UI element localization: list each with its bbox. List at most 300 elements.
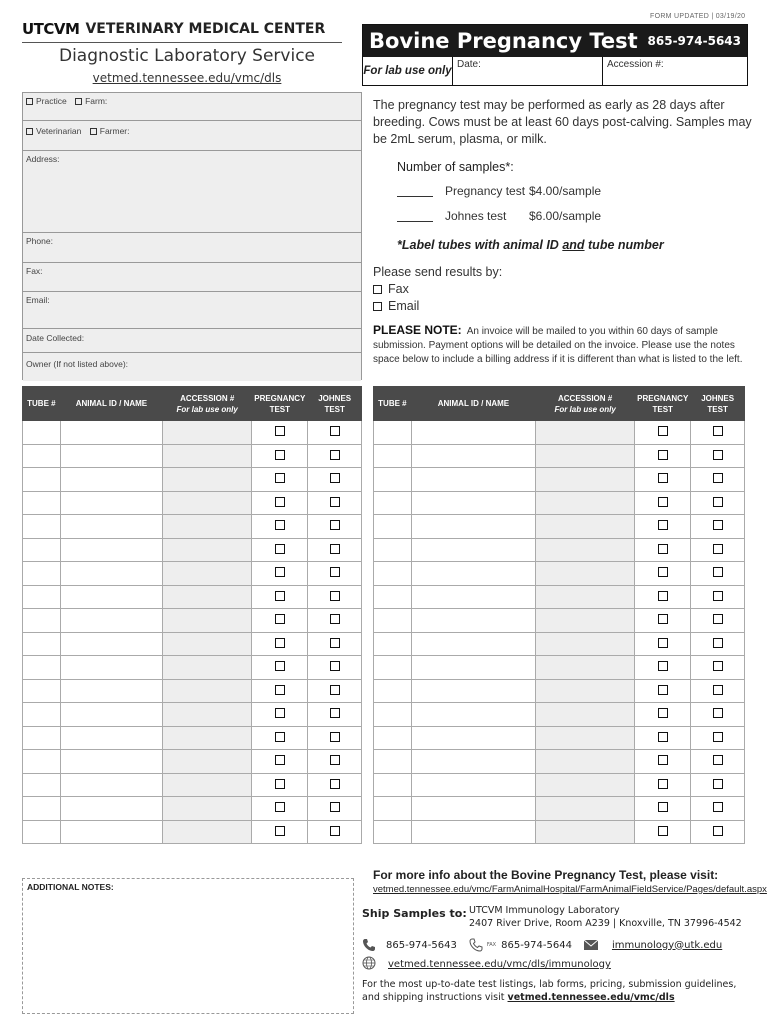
animal-id-cell[interactable]: [60, 609, 162, 633]
pregnancy-cell: [252, 679, 308, 703]
email-checkbox[interactable]: [373, 302, 382, 311]
tube-cell[interactable]: [374, 679, 412, 703]
johnes-checkbox[interactable]: [330, 591, 340, 601]
pregnancy-checkbox[interactable]: [275, 591, 285, 601]
johnes-cell: [308, 491, 362, 515]
animal-id-cell[interactable]: [411, 609, 535, 633]
animal-id-cell[interactable]: [411, 797, 535, 821]
pregnancy-cell: [252, 656, 308, 680]
pregnancy-cell: [252, 797, 308, 821]
johnes-checkbox[interactable]: [330, 520, 340, 530]
website-link[interactable]: vetmed.tennessee.edu/vmc/dls: [92, 71, 282, 85]
tube-cell[interactable]: [374, 703, 412, 727]
accession-cell: [536, 562, 635, 586]
pregnancy-cell: [635, 609, 691, 633]
animal-id-cell[interactable]: [411, 632, 535, 656]
tube-cell[interactable]: [23, 679, 61, 703]
johnes-cell: [691, 773, 745, 797]
pregnancy-checkbox[interactable]: [275, 826, 285, 836]
accession-header-text: ACCESSION #: [557, 393, 613, 403]
johnes-cell: [691, 585, 745, 609]
tube-cell[interactable]: [23, 468, 61, 492]
label-tubes-post: tube number: [584, 238, 664, 252]
animal-id-cell[interactable]: [411, 820, 535, 844]
animal-id-cell[interactable]: [411, 468, 535, 492]
fax-option[interactable]: [373, 281, 502, 298]
animal-id-cell[interactable]: [411, 703, 535, 727]
johnes-checkbox[interactable]: [713, 802, 723, 812]
pregnancy-checkbox[interactable]: [658, 755, 668, 765]
table-row: [374, 468, 745, 492]
lab-fax[interactable]: 865-974-5644: [501, 939, 572, 951]
farmer-checkbox[interactable]: [90, 128, 97, 135]
tube-cell[interactable]: [374, 468, 412, 492]
table-header: [23, 387, 362, 421]
johnes-checkbox[interactable]: [713, 520, 723, 530]
accession-cell: [536, 632, 635, 656]
table-row: [374, 797, 745, 821]
logo-line: [22, 20, 325, 38]
date-field[interactable]: Date:: [453, 57, 603, 85]
practice-checkbox[interactable]: [26, 98, 33, 105]
johnes-cell: [308, 585, 362, 609]
johnes-checkbox[interactable]: [713, 426, 723, 436]
lab-email[interactable]: immunology@utk.edu: [611, 939, 723, 951]
animal-id-cell[interactable]: [60, 820, 162, 844]
johnes-cell: [691, 515, 745, 539]
johnes-checkbox[interactable]: [330, 497, 340, 507]
tube-cell[interactable]: [23, 444, 61, 468]
johnes-checkbox[interactable]: [330, 779, 340, 789]
animal-id-cell[interactable]: [60, 703, 162, 727]
address-label: Address:: [26, 154, 60, 164]
animal-id-cell[interactable]: [60, 515, 162, 539]
pregnancy-cell: [252, 585, 308, 609]
pregnancy-cell: [635, 515, 691, 539]
address-field[interactable]: [23, 151, 361, 233]
date-collected-field[interactable]: [23, 329, 361, 353]
johnes-test-name: Johnes test: [445, 209, 507, 223]
table-row: [23, 515, 362, 539]
johnes-checkbox[interactable]: [713, 591, 723, 601]
pregnancy-checkbox[interactable]: [658, 708, 668, 718]
tube-cell[interactable]: [23, 726, 61, 750]
animal-id-cell[interactable]: [411, 726, 535, 750]
animal-id-cell[interactable]: [60, 632, 162, 656]
animal-id-cell[interactable]: [411, 491, 535, 515]
table-row: [374, 656, 745, 680]
accession-cell: [163, 632, 252, 656]
pregnancy-cell: [635, 444, 691, 468]
table-row: [374, 750, 745, 774]
center-name: VETERINARY MEDICAL CENTER: [85, 21, 326, 37]
footer-instructions: [362, 978, 752, 1004]
phone-label: Phone:: [26, 236, 53, 246]
johnes-header-test: TEST: [324, 404, 345, 414]
johnes-cell: [691, 726, 745, 750]
tube-cell[interactable]: [23, 773, 61, 797]
farm-checkbox[interactable]: [75, 98, 82, 105]
johnes-cell: [308, 609, 362, 633]
pregnancy-cell: [635, 773, 691, 797]
pregnancy-cell: [635, 468, 691, 492]
tube-cell[interactable]: [374, 444, 412, 468]
johnes-checkbox[interactable]: [330, 802, 340, 812]
client-info-box: [22, 92, 362, 380]
pregnancy-checkbox[interactable]: [658, 544, 668, 554]
accession-cell: [536, 538, 635, 562]
animal-id-cell[interactable]: [60, 726, 162, 750]
accession-cell: [163, 820, 252, 844]
pregnancy-checkbox[interactable]: [275, 802, 285, 812]
johnes-cell: [308, 656, 362, 680]
tube-cell[interactable]: [23, 750, 61, 774]
pregnancy-cell: [252, 750, 308, 774]
tube-cell[interactable]: [23, 797, 61, 821]
table-row: [23, 820, 362, 844]
pregnancy-checkbox[interactable]: [658, 520, 668, 530]
johnes-checkbox[interactable]: [713, 473, 723, 483]
johnes-cell: [308, 444, 362, 468]
johnes-checkbox[interactable]: [713, 685, 723, 695]
label-tubes-instruction: [397, 238, 664, 252]
tube-cell[interactable]: [374, 656, 412, 680]
pregnancy-checkbox[interactable]: [658, 779, 668, 789]
immunology-web-link[interactable]: vetmed.tennessee.edu/vmc/dls/immunology: [388, 959, 611, 970]
johnes-count-blank[interactable]: [397, 210, 433, 222]
accession-field[interactable]: Accession #:: [607, 59, 664, 70]
tube-cell[interactable]: [374, 562, 412, 586]
animal-id-cell[interactable]: [60, 421, 162, 445]
pregnancy-checkbox[interactable]: [275, 520, 285, 530]
johnes-checkbox[interactable]: [330, 544, 340, 554]
animal-id-cell[interactable]: [411, 421, 535, 445]
accession-cell: [163, 515, 252, 539]
globe-icon: [362, 956, 376, 973]
pregnancy-checkbox[interactable]: [658, 826, 668, 836]
pregnancy-checkbox[interactable]: [658, 567, 668, 577]
additional-notes-box[interactable]: [22, 878, 354, 1014]
johnes-cell: [691, 656, 745, 680]
dls-link[interactable]: vetmed.tennessee.edu/vmc/dls: [507, 992, 675, 1003]
tube-header: TUBE #: [374, 387, 412, 421]
johnes-checkbox[interactable]: [713, 755, 723, 765]
pregnancy-checkbox[interactable]: [275, 685, 285, 695]
animal-id-cell[interactable]: [60, 656, 162, 680]
send-results-label: Please send results by:: [373, 265, 503, 279]
pregnancy-cell: [252, 538, 308, 562]
pregnancy-checkbox[interactable]: [275, 567, 285, 577]
animal-id-cell[interactable]: [60, 468, 162, 492]
footer-instructions-text: For the most up-to-date test listings, lab forms, pricing, submission guidelines, and shipping instructions visit: [362, 979, 737, 1003]
pregnancy-checkbox[interactable]: [275, 614, 285, 624]
accession-cell: [163, 750, 252, 774]
pregnancy-cell: [252, 703, 308, 727]
table-row: [374, 609, 745, 633]
pregnancy-checkbox[interactable]: [658, 614, 668, 624]
johnes-cell: [691, 468, 745, 492]
animal-id-cell[interactable]: [60, 444, 162, 468]
table-row: [374, 632, 745, 656]
johnes-checkbox[interactable]: [713, 544, 723, 554]
tube-cell[interactable]: [23, 515, 61, 539]
pregnancy-checkbox[interactable]: [658, 473, 668, 483]
more-info-link[interactable]: vetmed.tennessee.edu/vmc/FarmAnimalHospital/FarmAnimalFieldService/Pages/default.aspx: [373, 884, 767, 895]
tube-cell[interactable]: [23, 820, 61, 844]
johnes-test-header: [308, 387, 362, 421]
pregnancy-checkbox[interactable]: [275, 450, 285, 460]
pregnancy-header-text: PREGNANCY: [637, 393, 689, 403]
animal-id-cell[interactable]: [60, 679, 162, 703]
johnes-cell: [691, 609, 745, 633]
tube-cell[interactable]: [23, 491, 61, 515]
pregnancy-checkbox[interactable]: [275, 755, 285, 765]
tube-header: TUBE #: [23, 387, 61, 421]
additional-notes-label: ADDITIONAL NOTES:: [27, 882, 114, 892]
table-row: [23, 750, 362, 774]
tube-cell[interactable]: [374, 515, 412, 539]
tube-cell[interactable]: [23, 562, 61, 586]
pregnancy-checkbox[interactable]: [275, 638, 285, 648]
pregnancy-cell: [635, 585, 691, 609]
fax-field[interactable]: [23, 263, 361, 292]
accession-cell: [536, 491, 635, 515]
accession-cell: [163, 679, 252, 703]
accession-header: [536, 387, 635, 421]
fax-label: FAX: [486, 942, 497, 948]
service-name: Diagnostic Laboratory Service: [58, 46, 316, 66]
please-note: [373, 323, 753, 367]
johnes-checkbox[interactable]: [713, 826, 723, 836]
animal-id-cell[interactable]: [60, 750, 162, 774]
tube-cell[interactable]: [374, 726, 412, 750]
animal-id-cell[interactable]: [60, 773, 162, 797]
animal-id-cell[interactable]: [60, 797, 162, 821]
tube-cell[interactable]: [374, 632, 412, 656]
table-row: [374, 491, 745, 515]
phone-icon: [362, 938, 376, 952]
intro-text: The pregnancy test may be performed as early as 28 days after breeding. Cows must be at least 60 days post-calving. Samples may be 2mL serum, plasma, or milk.: [373, 98, 752, 146]
tube-cell[interactable]: [374, 421, 412, 445]
tube-cell[interactable]: [23, 538, 61, 562]
pregnancy-checkbox[interactable]: [275, 473, 285, 483]
johnes-cell: [691, 703, 745, 727]
pregnancy-cell: [252, 726, 308, 750]
johnes-cell: [308, 820, 362, 844]
animal-id-cell[interactable]: [411, 773, 535, 797]
johnes-checkbox[interactable]: [713, 614, 723, 624]
johnes-header-test: TEST: [707, 404, 728, 414]
pregnancy-checkbox[interactable]: [658, 802, 668, 812]
pregnancy-checkbox[interactable]: [275, 732, 285, 742]
practice-farm-row[interactable]: [23, 93, 361, 121]
table-row: [23, 656, 362, 680]
owner-field[interactable]: [23, 353, 361, 381]
johnes-cell: [308, 679, 362, 703]
accession-cell: [163, 562, 252, 586]
johnes-checkbox[interactable]: [713, 567, 723, 577]
tube-cell[interactable]: [23, 585, 61, 609]
tube-cell[interactable]: [23, 421, 61, 445]
pregnancy-checkbox[interactable]: [658, 497, 668, 507]
accession-cell: [536, 703, 635, 727]
johnes-checkbox[interactable]: [713, 497, 723, 507]
contact-row: [362, 938, 722, 952]
animal-id-cell[interactable]: [411, 679, 535, 703]
pregnancy-cell: [252, 820, 308, 844]
johnes-checkbox[interactable]: [330, 732, 340, 742]
lab-phone[interactable]: 865-974-5643: [386, 939, 457, 951]
pregnancy-checkbox[interactable]: [275, 661, 285, 671]
animal-id-cell[interactable]: [411, 656, 535, 680]
accession-cell: [163, 703, 252, 727]
animal-id-cell[interactable]: [411, 515, 535, 539]
lab-use-only-label: For lab use only: [363, 57, 453, 85]
johnes-checkbox[interactable]: [713, 779, 723, 789]
johnes-checkbox[interactable]: [330, 614, 340, 624]
johnes-checkbox[interactable]: [330, 567, 340, 577]
table-row: [23, 585, 362, 609]
table-row: [23, 797, 362, 821]
veterinarian-checkbox[interactable]: [26, 128, 33, 135]
table-row: [23, 632, 362, 656]
tube-cell[interactable]: [374, 609, 412, 633]
animal-id-cell[interactable]: [60, 491, 162, 515]
animal-id-cell[interactable]: [60, 585, 162, 609]
pregnancy-cell: [635, 679, 691, 703]
johnes-checkbox[interactable]: [713, 661, 723, 671]
johnes-cell: [308, 632, 362, 656]
johnes-checkbox[interactable]: [330, 708, 340, 718]
email-option[interactable]: [373, 298, 502, 315]
pregnancy-checkbox[interactable]: [658, 732, 668, 742]
accession-cell: [536, 421, 635, 445]
please-note-text: An invoice will be mailed to you within 60 days of sample submission. Payment options will be detailed on the invoice. Please use the notes space below to include a billing address if it is different than what is listed to the left.: [373, 326, 743, 365]
johnes-checkbox[interactable]: [330, 473, 340, 483]
johnes-checkbox[interactable]: [330, 685, 340, 695]
table-row: [374, 773, 745, 797]
animal-id-cell[interactable]: [411, 750, 535, 774]
animal-id-cell[interactable]: [411, 585, 535, 609]
pregnancy-test-header: [252, 387, 308, 421]
johnes-checkbox[interactable]: [713, 732, 723, 742]
tube-cell[interactable]: [374, 538, 412, 562]
pregnancy-checkbox[interactable]: [275, 426, 285, 436]
header-divider: [22, 42, 342, 43]
pregnancy-cell: [635, 750, 691, 774]
tube-cell[interactable]: [374, 491, 412, 515]
pregnancy-cell: [635, 632, 691, 656]
johnes-checkbox[interactable]: [713, 708, 723, 718]
tube-cell[interactable]: [374, 797, 412, 821]
table-row: [23, 538, 362, 562]
pregnancy-checkbox[interactable]: [275, 708, 285, 718]
animal-id-cell[interactable]: [411, 538, 535, 562]
table-row: [374, 421, 745, 445]
tube-cell[interactable]: [23, 656, 61, 680]
please-note-heading: PLEASE NOTE:: [373, 323, 462, 337]
pregnancy-checkbox[interactable]: [658, 685, 668, 695]
table-row: [23, 562, 362, 586]
johnes-cell: [691, 750, 745, 774]
fax-checkbox[interactable]: [373, 285, 382, 294]
table-row: [374, 585, 745, 609]
tube-cell[interactable]: [23, 703, 61, 727]
johnes-header-text: JOHNES: [701, 393, 735, 403]
table-row: [374, 562, 745, 586]
johnes-checkbox[interactable]: [330, 661, 340, 671]
pregnancy-header-test: TEST: [269, 404, 291, 414]
tube-cell[interactable]: [23, 632, 61, 656]
johnes-test-header: [691, 387, 745, 421]
pregnancy-checkbox[interactable]: [658, 661, 668, 671]
pregnancy-checkbox[interactable]: [658, 591, 668, 601]
johnes-checkbox[interactable]: [330, 826, 340, 836]
mail-icon: [584, 938, 598, 952]
pregnancy-cell: [252, 491, 308, 515]
pregnancy-checkbox[interactable]: [275, 779, 285, 789]
pregnancy-checkbox[interactable]: [658, 638, 668, 648]
johnes-checkbox[interactable]: [330, 755, 340, 765]
pregnancy-count-blank[interactable]: [397, 185, 433, 197]
animal-id-header: ANIMAL ID / NAME: [411, 387, 535, 421]
label-tubes-pre: *Label tubes with animal ID: [397, 238, 563, 252]
accession-cell: [536, 726, 635, 750]
animal-id-cell[interactable]: [60, 538, 162, 562]
table-row: [374, 726, 745, 750]
ship-address: 2407 River Drive, Room A239 | Knoxville, TN 37996-4542: [469, 918, 742, 929]
animal-id-cell[interactable]: [411, 562, 535, 586]
vet-farmer-row[interactable]: [23, 121, 361, 151]
email-option-label: Email: [388, 299, 420, 313]
johnes-checkbox[interactable]: [330, 426, 340, 436]
animal-id-cell[interactable]: [411, 444, 535, 468]
johnes-checkbox[interactable]: [713, 450, 723, 460]
send-results-section: [373, 264, 502, 315]
pregnancy-cell: [635, 538, 691, 562]
tube-cell[interactable]: [374, 773, 412, 797]
tube-cell[interactable]: [374, 750, 412, 774]
tube-cell[interactable]: [23, 609, 61, 633]
tube-cell[interactable]: [374, 585, 412, 609]
accession-cell: [536, 656, 635, 680]
johnes-cell: [308, 468, 362, 492]
johnes-cell: [691, 820, 745, 844]
johnes-checkbox[interactable]: [330, 450, 340, 460]
pregnancy-cell: [635, 562, 691, 586]
email-field[interactable]: [23, 292, 361, 329]
johnes-checkbox[interactable]: [330, 638, 340, 648]
johnes-checkbox[interactable]: [713, 638, 723, 648]
label-tubes-and: and: [562, 238, 585, 252]
johnes-cell: [691, 538, 745, 562]
pregnancy-checkbox[interactable]: [275, 497, 285, 507]
ship-to-label: Ship Samples to:: [362, 907, 467, 920]
tube-cell[interactable]: [374, 820, 412, 844]
table-row: [374, 444, 745, 468]
table-row: [23, 491, 362, 515]
phone-field[interactable]: [23, 233, 361, 263]
pregnancy-cell: [635, 703, 691, 727]
pregnancy-checkbox[interactable]: [658, 450, 668, 460]
animal-id-cell[interactable]: [60, 562, 162, 586]
pregnancy-checkbox[interactable]: [658, 426, 668, 436]
johnes-cell: [308, 421, 362, 445]
pregnancy-checkbox[interactable]: [275, 544, 285, 554]
johnes-cell: [308, 750, 362, 774]
johnes-test-line: [397, 209, 601, 223]
pregnancy-cell: [635, 421, 691, 445]
